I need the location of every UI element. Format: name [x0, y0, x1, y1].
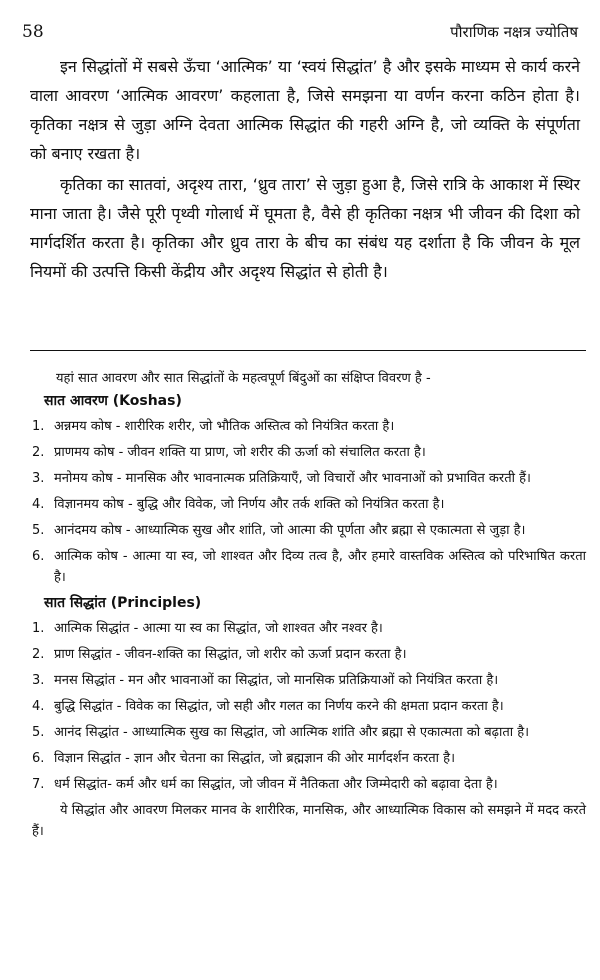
summary-note [32, 368, 586, 842]
note-intro: यहां सात आवरण और सात सिद्धांतों के महत्वपूर्ण बिंदुओं का संक्षिप्त विवरण है - [56, 371, 431, 386]
main-text [30, 52, 580, 288]
page-header [22, 22, 578, 44]
item-text: आनंद सिद्धांत - आध्यात्मिक सुख का सिद्धांत, जो आत्मिक शांति और ब्रह्मा से एकात्मता को बढ़ाता है। [54, 725, 530, 740]
item-number: 5. [32, 725, 45, 740]
paragraph: इन सिद्धांतों में सबसे ऊँचा ‘आत्मिक’ या ‘स्वयं सिद्धांत’ है और इसके माध्यम से कार्य करने वाला आवरण ‘आत्मिक आवरण’ कहलाता है, जिसे समझना या वर्णन करना कठिन होता है। कृतिका नक्षत्र से जुड़ा अग्नि देवता आत्मिक सिद्धांत की गहरी अग्नि है, जो व्यक्ति के संपूर्णता को बनाए रखता है। [30, 57, 580, 163]
list-item [32, 546, 586, 588]
list-item [32, 670, 586, 691]
item-number: 1. [32, 621, 45, 636]
item-number: 4. [32, 699, 45, 714]
list-item [32, 644, 586, 665]
item-text: आत्मिक सिद्धांत - आत्मा या स्व का सिद्धांत, जो शाश्वत और नश्वर है। [54, 621, 383, 636]
list-item [32, 494, 586, 515]
koshas-list [32, 416, 586, 588]
koshas-heading: सात आवरण (Koshas) [44, 393, 182, 409]
section-divider [30, 350, 586, 351]
item-text: विज्ञान सिद्धांत - ज्ञान और चेतना का सिद्धांत, जो ब्रह्मज्ञान की ओर मार्गदर्शन करता है। [54, 751, 456, 766]
list-item [32, 468, 586, 489]
list-item [32, 696, 586, 717]
list-item [32, 416, 586, 437]
item-text: मनोमय कोष - मानसिक और भावनात्मक प्रतिक्रियाएँ, जो विचारों और भावनाओं को प्रभावित करती हैं। [54, 471, 531, 486]
item-text: प्राणमय कोष - जीवन शक्ति या प्राण, जो शरीर की ऊर्जा को संचालित करता है। [54, 445, 426, 460]
item-text: बुद्धि सिद्धांत - विवेक का सिद्धांत, जो सही और गलत का निर्णय करने की क्षमता प्रदान करता है। [54, 699, 504, 714]
item-number: 6. [32, 549, 45, 564]
list-item [32, 618, 586, 639]
list-item [32, 722, 586, 743]
item-number: 1. [32, 419, 45, 434]
item-number: 2. [32, 445, 45, 460]
item-text: आत्मिक कोष - आत्मा या स्व, जो शाश्वत और दिव्य तत्व है, और हमारे वास्तविक अस्तित्व को परिभाषित करता है। [54, 549, 586, 585]
running-title: पौराणिक नक्षत्र ज्योतिष [450, 23, 578, 41]
item-text: अन्नमय कोष - शारीरिक शरीर, जो भौतिक अस्तित्व को नियंत्रित करता है। [54, 419, 395, 434]
principles-list [32, 618, 586, 795]
page-number: 58 [22, 22, 44, 42]
item-text: आनंदमय कोष - आध्यात्मिक सुख और शांति, जो आत्मा की पूर्णता और ब्रह्मा से एकात्मता से जुड़ा है। [54, 523, 526, 538]
list-item [32, 774, 586, 795]
item-number: 4. [32, 497, 45, 512]
item-text: प्राण सिद्धांत - जीवन-शक्ति का सिद्धांत, जो शरीर को ऊर्जा प्रदान करता है। [54, 647, 407, 662]
item-number: 2. [32, 647, 45, 662]
item-text: मनस सिद्धांत - मन और भावनाओं का सिद्धांत, जो मानसिक प्रतिक्रियाओं को नियंत्रित करता है। [54, 673, 499, 688]
list-item [32, 520, 586, 541]
item-number: 3. [32, 471, 45, 486]
item-number: 3. [32, 673, 45, 688]
item-number: 5. [32, 523, 45, 538]
closing-sentence: ये सिद्धांत और आवरण मिलकर मानव के शारीरिक, मानसिक, और आध्यात्मिक विकास को समझने में मदद करते हैं। [32, 803, 586, 839]
principles-heading: सात सिद्धांत (Principles) [44, 595, 202, 611]
list-item [32, 442, 586, 463]
paragraph: कृतिका का सातवां, अदृश्य तारा, ‘ध्रुव तारा’ से जुड़ा हुआ है, जिसे रात्रि के आकाश में स्थिर माना जाता है। जैसे पूरी पृथ्वी गोलार्ध में घूमता है, वैसे ही कृतिका नक्षत्र भी जीवन की दिशा को मार्गदर्शित करता है। कृतिका और ध्रुव तारा के बीच का संबंध यह दर्शाता है कि जीवन के मूल नियमों की उत्पत्ति किसी केंद्रीय और अदृश्य सिद्धांत से होती है। [30, 175, 580, 281]
list-item [32, 748, 586, 769]
item-text: धर्म सिद्धांत- कर्म और धर्म का सिद्धांत, जो जीवन में नैतिकता और जिम्मेदारी को बढ़ावा देता है। [54, 777, 498, 792]
item-number: 7. [32, 777, 45, 792]
item-number: 6. [32, 751, 45, 766]
item-text: विज्ञानमय कोष - बुद्धि और विवेक, जो निर्णय और तर्क शक्ति को नियंत्रित करता है। [54, 497, 445, 512]
